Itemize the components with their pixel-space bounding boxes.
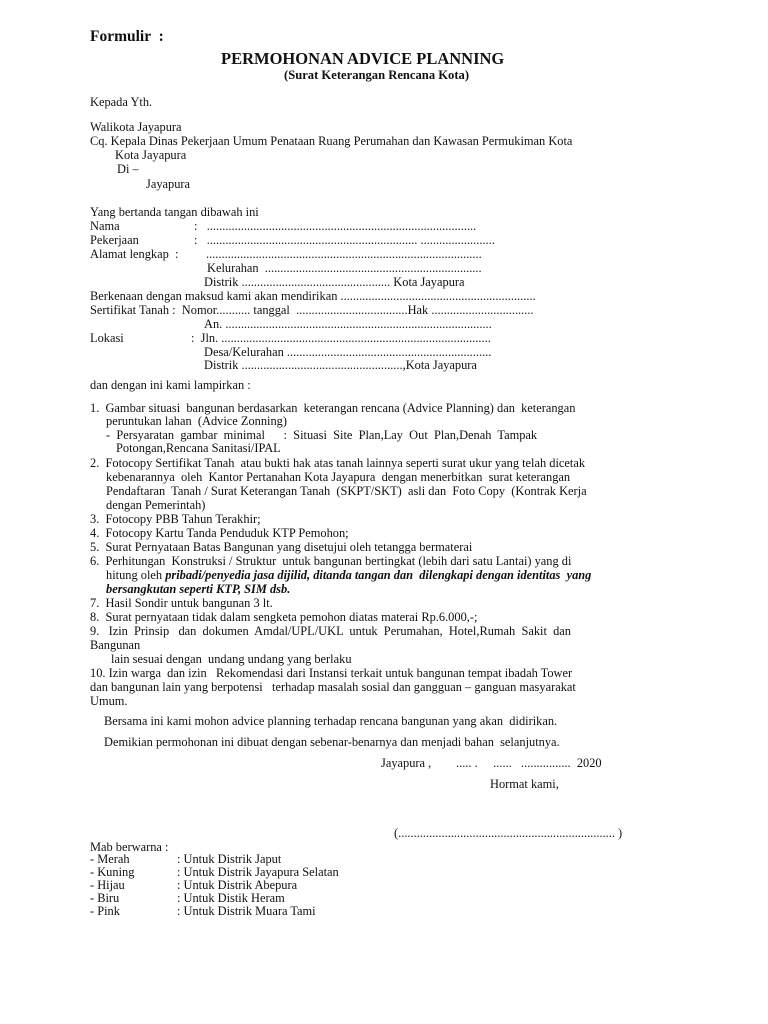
- nama-field: : .......................................................................................: [194, 219, 477, 233]
- legend-color-pink: - Pink: [90, 904, 120, 918]
- jalan-field: : Jln. .......................................................................................: [191, 331, 491, 345]
- addressee-di: Di –: [117, 162, 139, 176]
- attachment-2-line2: kebenarannya oleh Kantor Pertanahan Kota Jayapura dengan menerbitkan surat keterangan: [106, 470, 571, 484]
- alamat-label: Alamat lengkap :: [90, 247, 179, 261]
- distrik-lokasi-field: Distrik ....................................................,Kota Jayapura: [204, 358, 477, 372]
- attachment-10-line2: dan bangunan lain yang berpotensi terhadap masalah sosial dan gangguan – ganguan masyarakat: [90, 680, 576, 694]
- attachment-2-line1: 2. Fotocopy Sertifikat Tanah atau bukti hak atas tanah lainnya seperti surat ukur yang telah dicetak: [90, 456, 586, 470]
- attachment-2-line3: Pendaftaran Tanah / Surat Keterangan Tanah (SKPT/SKT) asli dan Foto Copy (Kontrak Kerja: [106, 484, 587, 498]
- nama-label: Nama: [90, 219, 120, 233]
- legend-color-merah: - Merah: [90, 852, 130, 866]
- attachment-1-line3: - Persyaratan gambar minimal : Situasi Site Plan,Lay Out Plan,Denah Tampak: [106, 428, 538, 442]
- attachment-2-line4: dengan Pemerintah): [106, 498, 206, 512]
- legend-desc-hijau: : Untuk Distrik Abepura: [177, 878, 298, 892]
- attachment-10-line3: Umum.: [90, 694, 128, 708]
- addressee-greeting: Kepada Yth.: [90, 95, 153, 109]
- berkenaan-line: Berkenaan dengan maksud kami akan mendirikan ...............................................................: [90, 289, 536, 303]
- attachment-9-line3: lain sesuai dengan undang undang yang berlaku: [111, 652, 352, 666]
- closing-paragraph-2: Demikian permohonan ini dibuat dengan sebenar-benarnya dan menjadi bahan selanjutnya.: [104, 735, 560, 749]
- pekerjaan-field: : .................................................................... ........................: [194, 233, 495, 247]
- attachment-6-line2: [106, 568, 591, 582]
- attachment-3: 3. Fotocopy PBB Tahun Terakhir;: [90, 512, 261, 526]
- attachment-10-line1: 10. Izin warga dan izin Rekomendasi dari Instansi terkait untuk bangunan tempat ibadah Tower: [90, 666, 573, 680]
- attachment-6-line3: bersangkutan seperti KTP, SIM dsb.: [106, 582, 291, 596]
- alamat-field: .........................................................................................: [206, 247, 482, 261]
- attachment-6-emphasis: pribadi/penyedia jasa dijilid, ditanda tangan dan dilengkapi dengan identitas yang: [165, 568, 592, 582]
- attachment-6-plain: hitung oleh: [106, 568, 166, 582]
- attachment-1-line1: 1. Gambar situasi bangunan berdasarkan keterangan rencana (Advice Planning) dan keterangan: [90, 401, 576, 415]
- hormat-kami: Hormat kami,: [490, 777, 559, 791]
- attachment-9-line2: Bangunan: [90, 638, 141, 652]
- legend-title: Mab berwarna :: [90, 840, 169, 854]
- attachment-6-line1: 6. Perhitungan Konstruksi / Struktur untuk bangunan bertingkat (lebih dari satu Lantai) yang di: [90, 554, 572, 568]
- legend-color-hijau: - Hijau: [90, 878, 125, 892]
- sertifikat-line: Sertifikat Tanah : Nomor........... tanggal ....................................Hak .................................: [90, 303, 534, 317]
- legend-color-biru: - Biru: [90, 891, 120, 905]
- lokasi-label: Lokasi: [90, 331, 124, 345]
- document-title: PERMOHONAN ADVICE PLANNING: [221, 49, 505, 68]
- attachment-7: 7. Hasil Sondir untuk bangunan 3 lt.: [90, 596, 273, 610]
- addressee-walikota: Walikota Jayapura: [90, 120, 182, 134]
- form-label: Formulir :: [90, 28, 164, 45]
- legend-desc-merah: : Untuk Distrik Japut: [177, 852, 282, 866]
- legend-desc-pink: : Untuk Distrik Muara Tami: [177, 904, 316, 918]
- document-subtitle: (Surat Keterangan Rencana Kota): [284, 68, 470, 82]
- legend-desc-kuning: : Untuk Distrik Jayapura Selatan: [177, 865, 339, 879]
- attachment-9-line1: 9. Izin Prinsip dan dokumen Amdal/UPL/UKL untuk Perumahan, Hotel,Rumah Sakit dan: [90, 624, 572, 638]
- addressee-cq-line1: Cq. Kepala Dinas Pekerjaan Umum Penataan Ruang Perumahan dan Kawasan Permukiman Kota: [90, 134, 573, 148]
- distrik-field: Distrik ................................................ Kota Jayapura: [204, 275, 465, 289]
- atas-nama-field: An. ......................................................................................: [204, 317, 492, 331]
- closing-paragraph-1: Bersama ini kami mohon advice planning terhadap rencana bangunan yang akan didirikan.: [104, 714, 558, 728]
- attachment-1-line4: Potongan,Rencana Sanitasi/IPAL: [116, 441, 281, 455]
- attachment-5: 5. Surat Pernyataan Batas Bangunan yang disetujui oleh tetangga bermaterai: [90, 540, 473, 554]
- date-line: Jayapura , ..... . ...... ................ 2020: [381, 756, 602, 770]
- attachment-1-line2: peruntukan lahan (Advice Zonning): [106, 414, 287, 428]
- legend-desc-biru: : Untuk Distik Heram: [177, 891, 285, 905]
- pekerjaan-label: Pekerjaan: [90, 233, 139, 247]
- addressee-city: Jayapura: [146, 177, 191, 191]
- form-intro: Yang bertanda tangan dibawah ini: [90, 205, 259, 219]
- attachments-intro: dan dengan ini kami lampirkan :: [90, 378, 251, 392]
- attachment-8: 8. Surat pernyataan tidak dalam sengketa pemohon diatas materai Rp.6.000,-;: [90, 610, 478, 624]
- desa-field: Desa/Kelurahan ..................................................................: [204, 345, 492, 359]
- addressee-cq-line2: Kota Jayapura: [115, 148, 187, 162]
- kelurahan-field: Kelurahan ......................................................................: [207, 261, 482, 275]
- legend-color-kuning: - Kuning: [90, 865, 135, 879]
- signature-line: (...................................................................... ): [394, 826, 623, 840]
- attachment-4: 4. Fotocopy Kartu Tanda Penduduk KTP Pemohon;: [90, 526, 349, 540]
